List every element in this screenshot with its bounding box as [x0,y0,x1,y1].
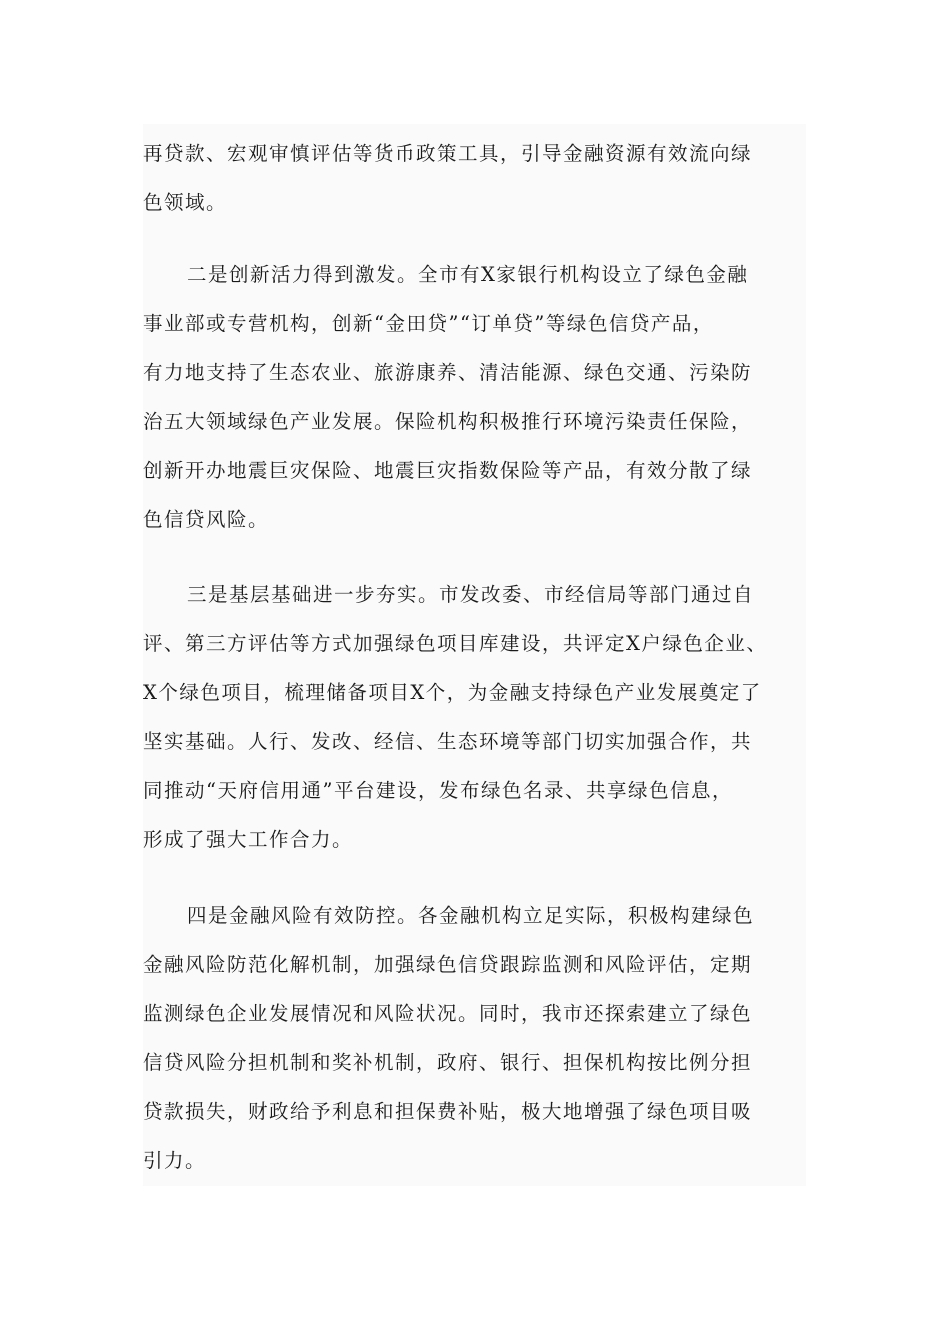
text-line: 评、第三方评估等方式加强绿色项目库建设，共评定X户绿色企业、 [143,632,768,655]
paragraph-foundation [143,570,767,864]
text-line: 引力。 [143,1149,207,1172]
text-line: 贷款损失，财政给予利息和担保费补贴，极大地增强了绿色项目吸 [143,1100,753,1123]
text-line: 坚实基础。人行、发改、经信、生态环境等部门切实加强合作，共 [143,730,753,753]
text-line: 事业部或专营机构，创新“金田贷”“订单贷”等绿色信贷产品， [143,312,714,335]
text-line: 监测绿色企业发展情况和风险状况。同时，我市还探索建立了绿色 [143,1002,753,1025]
text-line: 色领域。 [143,191,228,214]
text-line: 四是金融风险有效防控。各金融机构立足实际，积极构建绿色 [187,904,755,927]
paragraph-innovation [143,250,752,544]
text-line: X个绿色项目，梳理储备项目X个，为金融支持绿色产业发展奠定了 [143,681,762,704]
text-line: 同推动“天府信用通”平台建设，发布绿色名录、共享绿色信息， [143,779,733,802]
text-line: 色信贷风险。 [143,508,270,531]
text-line: 创新开办地震巨灾保险、地震巨灾指数保险等产品，有效分散了绿 [143,459,753,482]
text-line: 金融风险防范化解机制，加强绿色信贷跟踪监测和风险评估，定期 [143,953,753,976]
paragraph-monetary-tools [143,129,752,227]
text-line: 二是创新活力得到激发。全市有X家银行机构设立了绿色金融 [187,263,749,286]
text-line: 形成了强大工作合力。 [143,828,354,851]
paragraph-risk-control [143,891,754,1185]
text-line: 三是基层基础进一步夯实。市发改委、市经信局等部门通过自 [187,583,755,606]
text-line: 再贷款、宏观审慎评估等货币政策工具，引导金融资源有效流向绿 [143,142,753,165]
text-line: 信贷风险分担机制和奖补机制，政府、银行、担保机构按比例分担 [143,1051,753,1074]
text-line: 治五大领域绿色产业发展。保险机构积极推行环境污染责任保险， [143,410,753,433]
text-line: 有力地支持了生态农业、旅游康养、清洁能源、绿色交通、污染防 [143,361,753,384]
document-text-block [143,124,806,1186]
